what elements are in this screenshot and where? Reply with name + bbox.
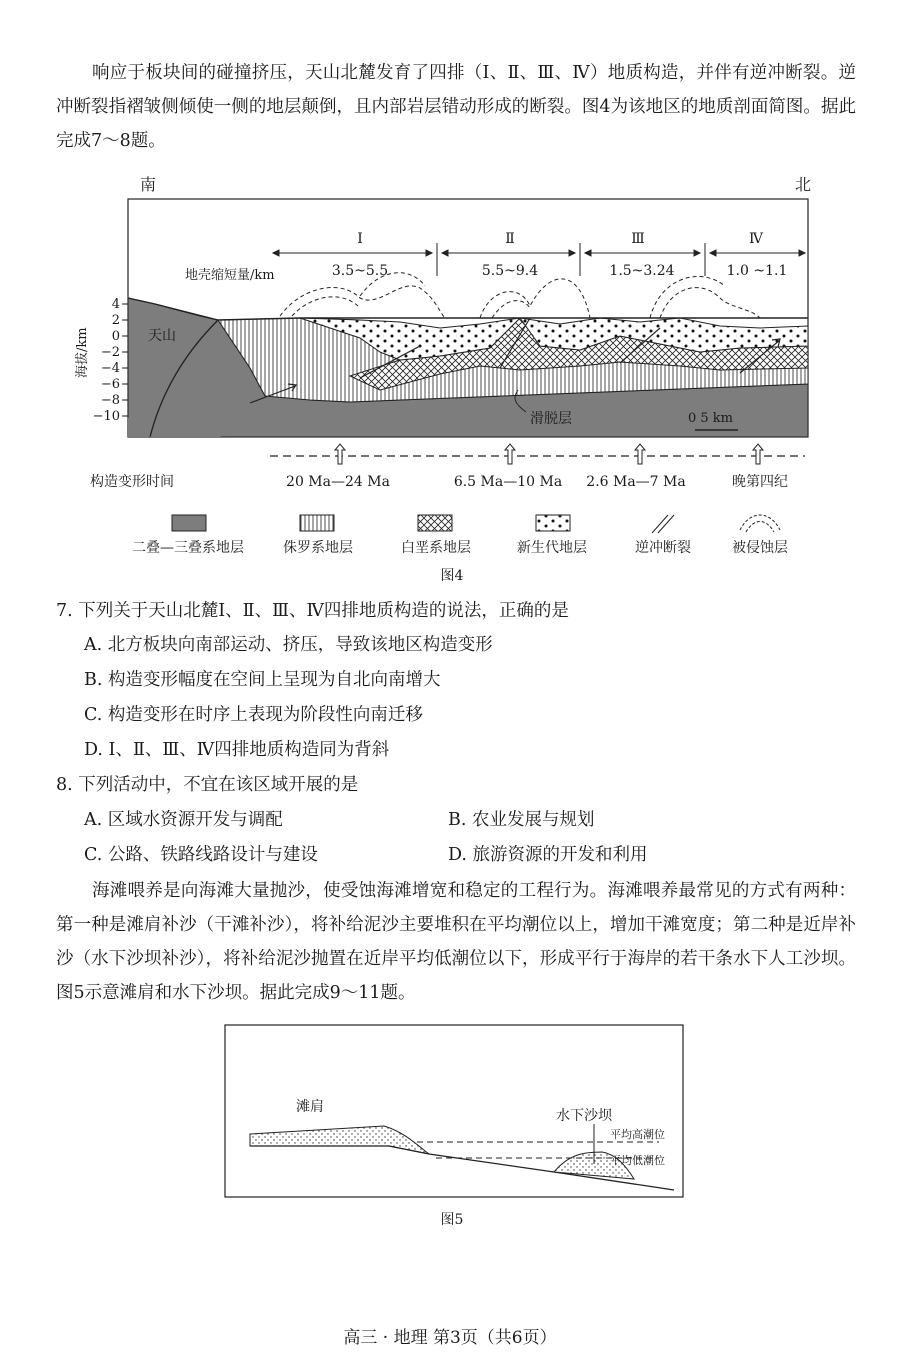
question-8-option-d[interactable]: D. 旅游资源的开发和利用 bbox=[448, 845, 648, 865]
figure-4-geologic-section bbox=[60, 168, 840, 588]
figure-4-caption: 图4 bbox=[440, 568, 464, 584]
deformation-time-label: 构造变形时间 bbox=[90, 474, 174, 490]
legend-swatch-cretaceous bbox=[418, 515, 452, 531]
direction-north: 北 bbox=[795, 175, 812, 194]
page-footer: 高三 · 地理 第3页（共6页） bbox=[343, 1328, 557, 1348]
direction-south: 南 bbox=[140, 175, 157, 194]
time-stage-2: 6.5 Ma—10 Ma bbox=[453, 474, 563, 490]
legend-swatch-cenozoic bbox=[536, 515, 570, 531]
legend-swatch-thrust bbox=[652, 515, 674, 533]
low-tide-label: 平均低潮位 bbox=[610, 1154, 665, 1167]
y-tick-2: 2 bbox=[111, 313, 120, 328]
structure-4-shortening: 1.0 ~1.1 bbox=[726, 263, 788, 279]
question-7-option-b[interactable]: B. 构造变形幅度在空间上呈现为自北向南增大 bbox=[84, 670, 441, 690]
y-tick-minus6: −6 bbox=[100, 377, 120, 392]
figure-5-beach-nourishment bbox=[224, 1024, 684, 1234]
legend-cretaceous-label: 白垩系地层 bbox=[401, 540, 471, 556]
legend-cenozoic-label: 新生代地层 bbox=[517, 540, 587, 556]
question-8-stem: 8. 下列活动中，不宜在该区域开展的是 bbox=[56, 775, 359, 795]
question-8-option-b[interactable]: B. 农业发展与规划 bbox=[448, 810, 595, 830]
time-stage-3: 2.6 Ma—7 Ma bbox=[586, 474, 686, 490]
shortening-axis-label: 地壳缩短量/km bbox=[185, 268, 275, 283]
structure-3-label: Ⅲ bbox=[631, 231, 645, 247]
legend-swatch-permian bbox=[172, 515, 206, 531]
legend-permian-label: 二叠—三叠系地层 bbox=[132, 540, 244, 556]
structure-4-label: Ⅳ bbox=[749, 231, 763, 247]
time-stage-1: 20 Ma—24 Ma bbox=[286, 474, 390, 490]
structure-1-shortening: 3.5~5.5 bbox=[331, 263, 389, 279]
question-7-stem: 7. 下列关于天山北麓Ⅰ、Ⅱ、Ⅲ、Ⅳ四排地质构造的说法，正确的是 bbox=[56, 601, 569, 621]
underwater-bar-label: 水下沙坝 bbox=[556, 1108, 612, 1124]
structure-2-shortening: 5.5~9.4 bbox=[481, 263, 539, 279]
y-tick-minus8: −8 bbox=[100, 393, 120, 408]
question-7-option-c[interactable]: C. 构造变形在时序上表现为阶段性向南迁移 bbox=[84, 705, 423, 725]
y-tick-minus4: −4 bbox=[100, 361, 120, 376]
legend-swatch-jurassic bbox=[300, 515, 334, 531]
intro-paragraph-2: 海滩喂养是向海滩大量抛沙，使受蚀海滩增宽和稳定的工程行为。海滩喂养最常见的方式有两种：第一种是滩肩补沙（干滩补沙），将补给泥沙主要堆积在平均潮位以上，增加干滩宽度；第二种是近岸补沙（水下沙坝补沙），将补给泥沙抛置在近岸平均低潮位以下，形成平行于海岸的若干条水下人工沙坝。图5示意滩肩和水下沙坝。据此完成9～11题。 bbox=[56, 881, 856, 1003]
elevation-axis bbox=[93, 297, 128, 424]
legend-eroded-label: 被侵蚀层 bbox=[732, 540, 788, 556]
time-stage-4: 晚第四纪 bbox=[732, 474, 788, 490]
question-7-option-d[interactable]: D. Ⅰ、Ⅱ、Ⅲ、Ⅳ四排地质构造同为背斜 bbox=[84, 740, 390, 760]
scale-bar-label: 0 5 km bbox=[688, 411, 734, 426]
legend-jurassic-label: 侏罗系地层 bbox=[283, 540, 353, 556]
tianshan-label: 天山 bbox=[148, 328, 176, 344]
y-tick-minus2: −2 bbox=[100, 345, 120, 360]
high-tide-label: 平均高潮位 bbox=[610, 1128, 665, 1141]
y-axis-label: 海拔/km bbox=[75, 327, 90, 378]
y-tick-0: 0 bbox=[111, 329, 120, 344]
berm-label: 滩肩 bbox=[296, 1099, 324, 1115]
figure-5-caption: 图5 bbox=[440, 1212, 464, 1228]
timeline-arrows bbox=[335, 444, 763, 464]
structure-2-label: Ⅱ bbox=[505, 231, 515, 247]
legend-thrust-label: 逆冲断裂 bbox=[635, 540, 691, 556]
question-8-option-a[interactable]: A. 区域水资源开发与调配 bbox=[84, 810, 283, 830]
structure-1-label: Ⅰ bbox=[357, 231, 363, 247]
question-7-option-a[interactable]: A. 北方板块向南部运动、挤压，导致该地区构造变形 bbox=[84, 635, 493, 655]
legend-swatch-eroded bbox=[740, 515, 780, 532]
intro-paragraph-1: 响应于板块间的碰撞挤压，天山北麓发育了四排（Ⅰ、Ⅱ、Ⅲ、Ⅳ）地质构造，并伴有逆冲断裂。逆冲断裂指褶皱侧倾使一侧的地层颠倒，且内部岩层错动形成的断裂。图4为该地区的地质剖面简图。据此完成7～8题。 bbox=[56, 63, 856, 151]
figure-4-legend bbox=[132, 515, 788, 556]
structure-3-shortening: 1.5~3.24 bbox=[609, 263, 675, 279]
detachment-label: 滑脱层 bbox=[530, 411, 572, 427]
y-tick-4: 4 bbox=[111, 297, 120, 312]
question-8-option-c[interactable]: C. 公路、铁路线路设计与建设 bbox=[84, 845, 318, 865]
y-tick-minus10: −10 bbox=[92, 409, 120, 424]
